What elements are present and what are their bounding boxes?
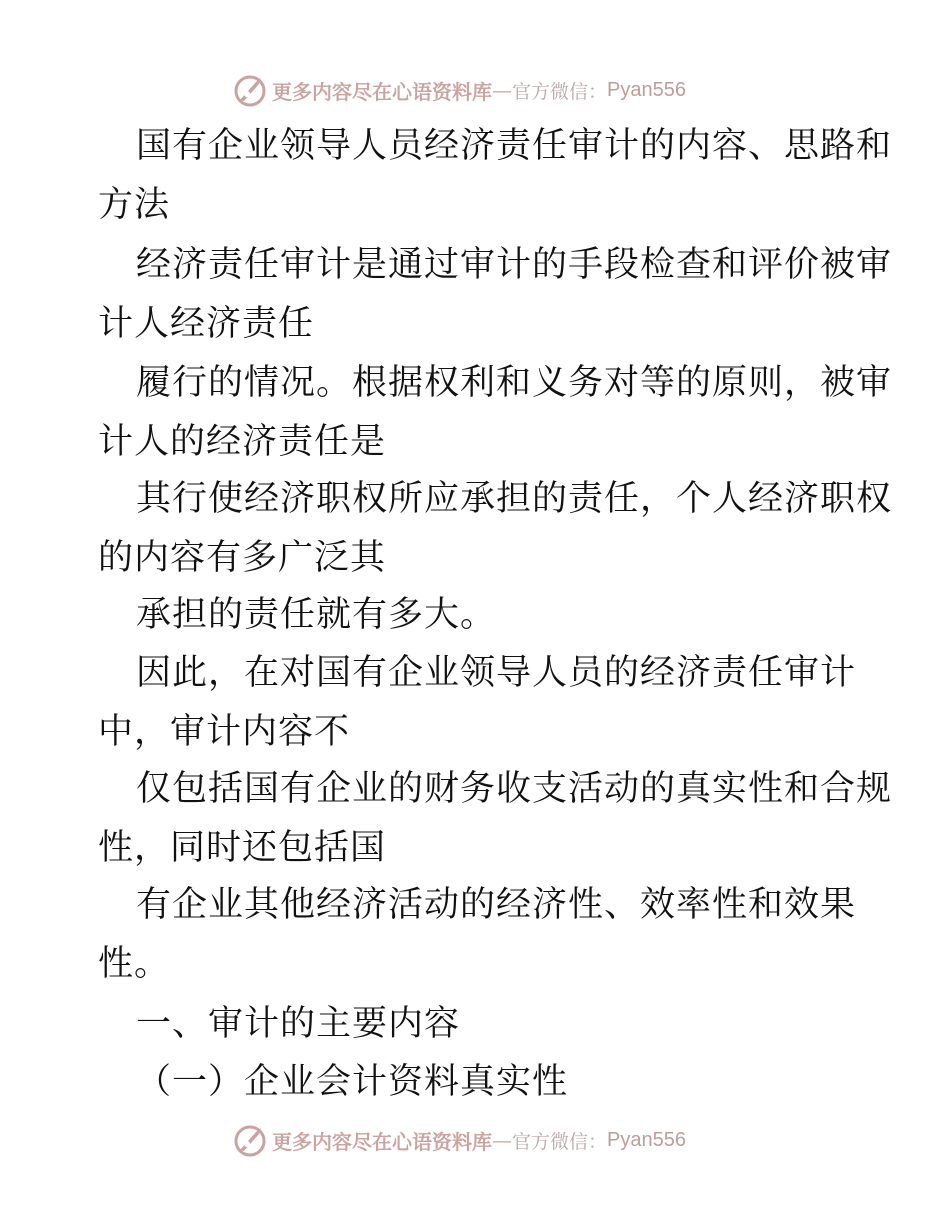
watermark-text: 更多内容尽在心语资料库 xyxy=(272,79,492,104)
paragraph xyxy=(98,644,858,762)
paragraph xyxy=(98,236,893,354)
watermark-wechat-id: Pyan556 xyxy=(607,78,686,101)
pen-logo-icon xyxy=(232,72,268,108)
section-heading xyxy=(98,995,858,1054)
paragraph-line: 的内容有多广泛其 xyxy=(98,538,387,578)
pen-logo-icon xyxy=(232,1122,268,1158)
paragraph-line: 性。 xyxy=(98,944,171,984)
paragraph xyxy=(98,470,893,588)
paragraph-line: 性，同时还包括国 xyxy=(98,828,387,868)
watermark-text: 更多内容尽在心语资料库 xyxy=(272,1129,492,1154)
paragraph-line: 计人的经济责任是 xyxy=(98,422,387,462)
paragraph-line: 因此，在对国有企业领导人员的经济责任审计 xyxy=(136,653,857,693)
paragraph-line: 承担的责任就有多大。 xyxy=(136,595,497,635)
paragraph xyxy=(98,876,858,994)
paragraph xyxy=(98,586,858,645)
paragraph-line: 其行使经济职权所应承担的责任，个人经济职权 xyxy=(136,479,893,519)
paragraph xyxy=(98,760,893,878)
paragraph-line: 经济责任审计是通过审计的手段检查和评价被审 xyxy=(136,245,893,285)
paragraph-line: 履行的情况。根据权利和义务对等的原则，被审 xyxy=(136,363,893,403)
subsection-heading xyxy=(98,1053,858,1112)
header-watermark xyxy=(232,71,686,109)
paragraph xyxy=(98,354,893,472)
document-title xyxy=(98,117,893,235)
title-line: 方法 xyxy=(98,185,171,225)
paragraph-line: 有企业其他经济活动的经济性、效率性和效果 xyxy=(136,885,857,925)
paragraph-line: 仅包括国有企业的财务收支活动的真实性和合规 xyxy=(136,769,893,809)
watermark-dash: — xyxy=(492,78,512,102)
footer-watermark xyxy=(232,1121,686,1159)
watermark-official-label: 官方微信： xyxy=(512,1130,608,1153)
paragraph-line: 计人经济责任 xyxy=(98,304,315,344)
subsection-heading-text: （一）企业会计资料真实性 xyxy=(136,1062,569,1102)
section-heading-text: 一、审计的主要内容 xyxy=(136,1004,461,1044)
watermark-dash: — xyxy=(492,1128,512,1152)
title-line: 国有企业领导人员经济责任审计的内容、思路和 xyxy=(136,126,893,166)
watermark-wechat-id: Pyan556 xyxy=(607,1128,686,1151)
paragraph-line: 中，审计内容不 xyxy=(98,712,351,752)
watermark-official-label: 官方微信： xyxy=(512,80,608,103)
